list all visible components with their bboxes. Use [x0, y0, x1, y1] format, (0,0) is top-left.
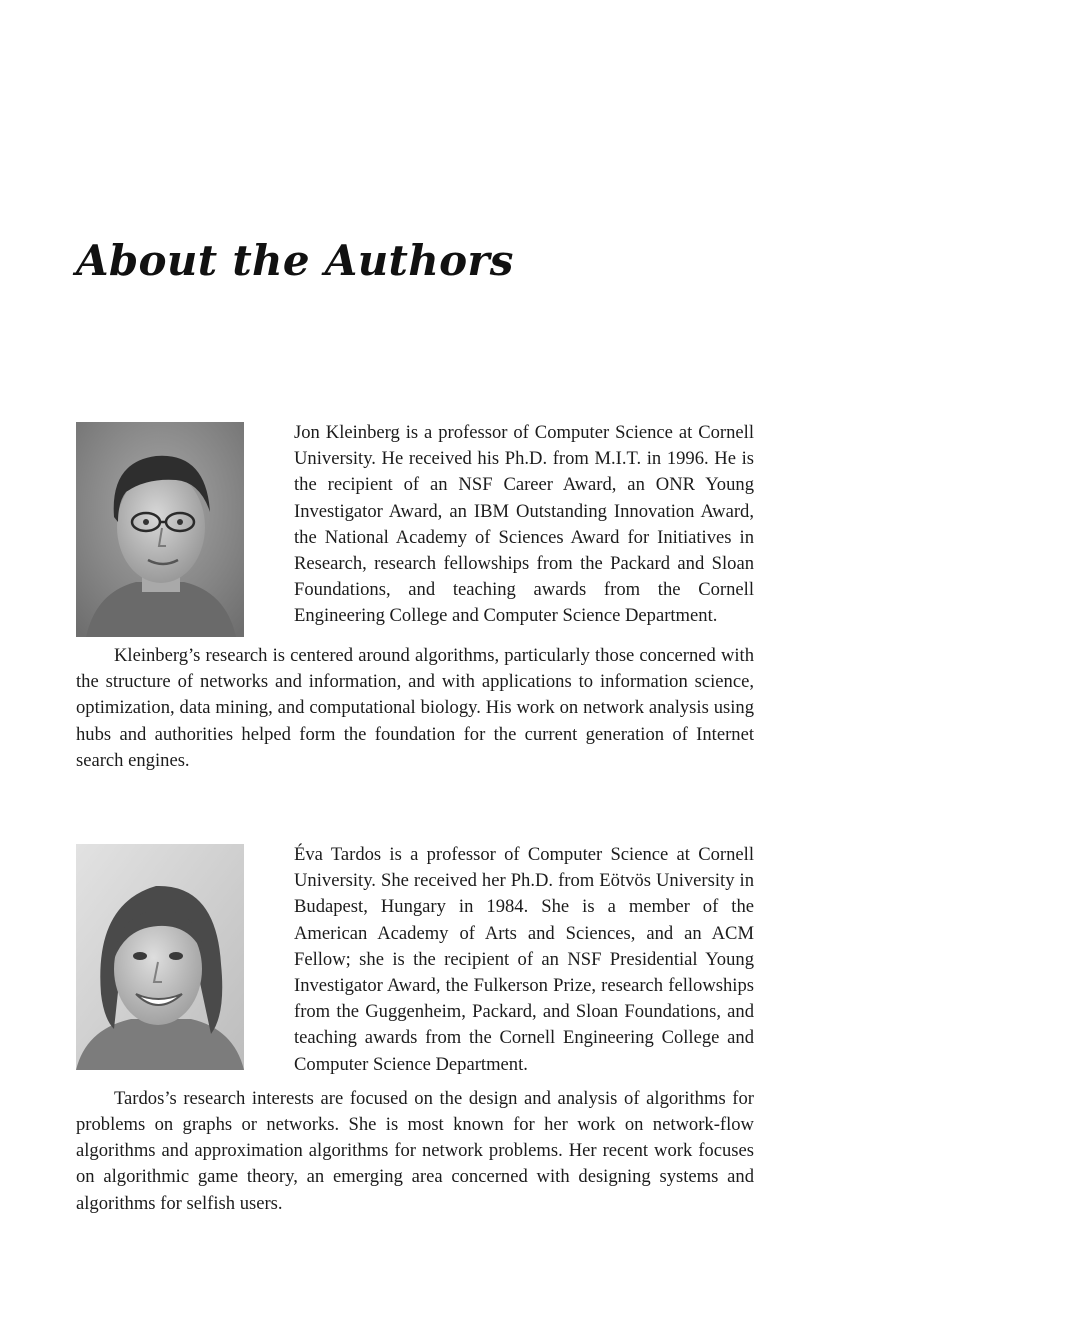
portrait-woman-icon	[76, 844, 244, 1070]
author-research-kleinberg: Kleinberg’s research is centered around algorithms, particularly those concerned with the structure of networks and information, and with applications to information science, optimization, data mining, and computational biology. His work on network analysis using hubs and authorities helped form the foundation for the current generation of Internet search engines.	[76, 645, 754, 771]
author-bio-kleinberg: Jon Kleinberg is a professor of Computer Science at Cornell University. He received his Ph.D. from M.I.T. in 1996. He is the recipient of an NSF Career Award, an ONR Young Investigator Award, an IBM Outstanding Innovation Award, the National Academy of Sciences Award for Initiatives in Research, research fellowships from the Packard and Sloan Foundations, and teaching awards from the Cornell Engineering College and Computer Science Department.	[294, 422, 754, 627]
author-bio-tardos: Éva Tardos is a professor of Computer Science at Cornell University. She received her Ph.D. from Eötvös University in Budapest, Hungary in 1984. She is a member of the American Academy of Arts and Sciences, and an ACM Fellow; she is the recipient of an NSF Presidential Young Investigator Award, the Fulkerson Prize, research fellowships from the Guggenheim, Packard, and Sloan Foundations, and teaching awards from the Cornell Engineering College and Computer Science Department.	[294, 844, 754, 1075]
author-section-tardos	[76, 842, 754, 1217]
author-section-kleinberg	[76, 420, 754, 774]
author-research-tardos: Tardos’s research interests are focused on the design and analysis of algorithms for problems on graphs or networks. She is most known for her work on network-flow algorithms and approximation algorithms for network problems. Her recent work focuses on algorithmic game theory, an emerging area concerned with designing systems and algorithms for selfish users.	[76, 1087, 754, 1214]
author-photo-kleinberg	[76, 422, 244, 637]
portrait-man-icon	[76, 422, 244, 637]
page-title: About the Authors	[76, 236, 514, 285]
author-photo-tardos	[76, 844, 244, 1070]
